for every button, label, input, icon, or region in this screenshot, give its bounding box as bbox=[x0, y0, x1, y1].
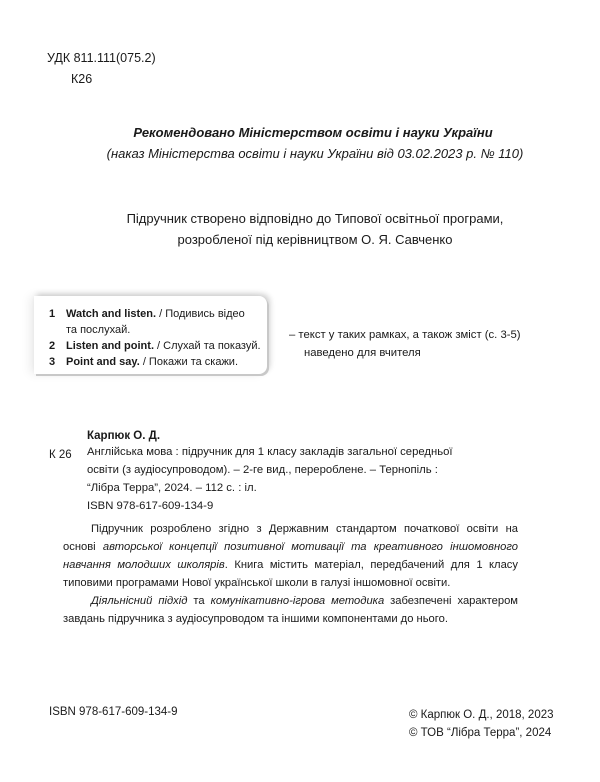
frame-note bbox=[289, 326, 521, 362]
annotation-italic: авторської концепції позитивної мотивації та креативного іншомовного навчання молодших школярів bbox=[63, 541, 518, 571]
program-line2: розробленої під керівництвом О. Я. Савченко bbox=[177, 232, 453, 247]
bib-line3: “Лібра Терра”, 2024. – 112 с. : іл. bbox=[87, 482, 257, 494]
bib-index: К 26 bbox=[49, 449, 72, 461]
copyright bbox=[409, 706, 554, 742]
bib-line1: Англійська мова : підручник для 1 класу закладів загальної середньої bbox=[87, 446, 453, 458]
bib-line2: освіти (з аудіосупроводом). – 2-ге вид., перероблене. – Тернопіль : bbox=[87, 464, 438, 476]
teacher-frame-sample bbox=[34, 296, 267, 374]
copyright-line1: © Карпюк О. Д., 2018, 2023 bbox=[409, 709, 554, 721]
annotation-italic: комунікативно-ігрова методика bbox=[210, 595, 385, 607]
udc-index: К26 bbox=[71, 72, 93, 86]
annotation-paragraph-2 bbox=[63, 592, 518, 628]
udc-code: УДК 811.111(075.2) bbox=[47, 51, 156, 65]
frame-list bbox=[34, 296, 267, 370]
isbn: ISBN 978-617-609-134-9 bbox=[49, 706, 178, 718]
bib-line4: ISBN 978-617-609-134-9 bbox=[87, 500, 214, 512]
annotation bbox=[63, 520, 518, 628]
frame-item bbox=[49, 306, 267, 338]
bib-description bbox=[87, 443, 497, 515]
recommendation-line1: Рекомендовано Міністерством освіти і науки України bbox=[133, 125, 493, 140]
copyright-line2: © ТОВ “Лібра Терра”, 2024 bbox=[409, 727, 552, 739]
annotation-paragraph-1 bbox=[63, 520, 518, 592]
frame-item-ukrainian-cont: та послухай. bbox=[66, 324, 131, 336]
frame-item-english: Listen and point. bbox=[66, 340, 154, 352]
annotation-text: забезпечені характером завдань підручника з аудіосупроводом та іншими компонентами до нього. bbox=[63, 595, 518, 625]
frame-item-ukrainian: / Слухай та показуй. bbox=[154, 340, 261, 352]
frame-item bbox=[49, 338, 267, 354]
annotation-text: Підручник розроблено згідно з Державним стандартом початкової освіти на основі bbox=[63, 523, 518, 553]
program-statement bbox=[0, 208, 600, 250]
udc-block bbox=[47, 48, 156, 90]
frame-item-english: Point and say. bbox=[66, 356, 140, 368]
frame-item-ukrainian: / Подивись відео bbox=[156, 308, 245, 320]
bib-author: Карпюк О. Д. bbox=[87, 430, 161, 442]
frame-note-line1: – текст у таких рамках, а також зміст (с. 3-5) bbox=[289, 329, 521, 341]
frame-item bbox=[49, 354, 267, 370]
frame-item-ukrainian: / Покажи та скажи. bbox=[139, 356, 239, 368]
frame-item-number: 3 bbox=[49, 356, 56, 368]
recommendation bbox=[0, 122, 600, 164]
frame-item-number: 2 bbox=[49, 340, 56, 352]
annotation-text: . Книга містить матеріал, передбачений для 1 класу типовими програмами Нової української школи в галузі іншомовної освіти. bbox=[63, 559, 518, 589]
annotation-text: та bbox=[187, 595, 211, 607]
recommendation-line2: (наказ Міністерства освіти і науки України від 03.02.2023 р. № 110) bbox=[106, 146, 524, 161]
frame-note-line2: наведено для вчителя bbox=[304, 347, 421, 359]
program-line1: Підручник створено відповідно до Типової освітньої програми, bbox=[126, 211, 504, 226]
frame-item-number: 1 bbox=[49, 308, 56, 320]
annotation-italic: Діяльнісний підхід bbox=[91, 595, 188, 607]
frame-item-english: Watch and listen. bbox=[66, 308, 157, 320]
